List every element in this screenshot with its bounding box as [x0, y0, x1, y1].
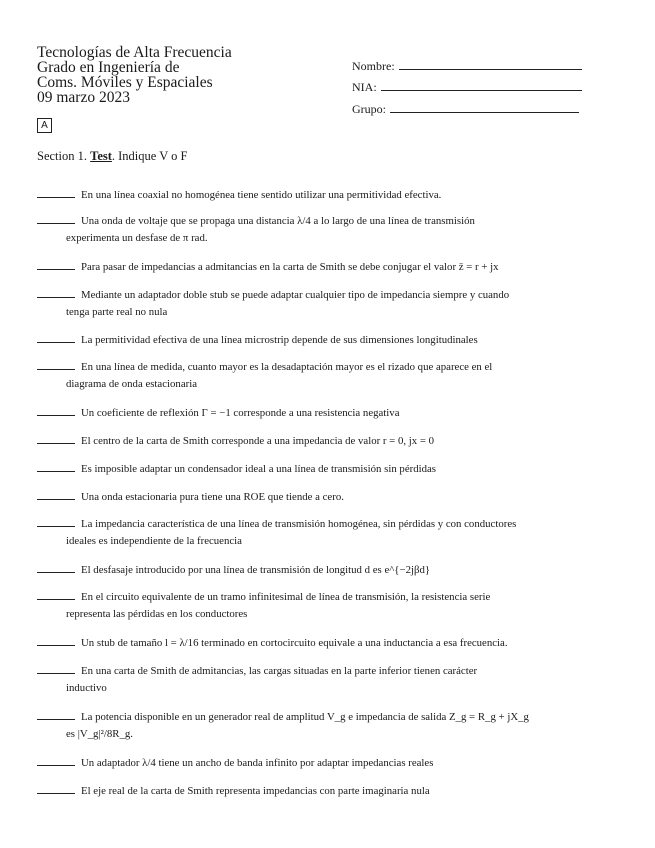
question-text: El centro de la carta de Smith corresponde a una impedancia de valor r = 0, jx = 0	[81, 435, 435, 447]
question-text: El eje real de la carta de Smith representa impedancias con parte imaginaria nula	[81, 785, 430, 797]
name-field[interactable]	[352, 52, 582, 74]
question-item	[37, 635, 585, 652]
question-text-cont: es |V_g|²/8R_g.	[66, 728, 133, 740]
question-item	[37, 489, 585, 506]
question-item	[37, 213, 585, 247]
answer-blank[interactable]	[37, 471, 75, 472]
answer-blank[interactable]	[37, 673, 75, 674]
question-text-cont: experimenta un desfase de π rad.	[66, 232, 208, 244]
question-text: En una línea coaxial no homogénea tiene sentido utilizar una permitividad efectiva.	[81, 189, 442, 201]
question-text: En una línea de medida, cuanto mayor es la desadaptación mayor es el rizado que aparece en el	[81, 361, 493, 373]
group-line[interactable]	[390, 112, 579, 113]
question-item	[37, 589, 585, 623]
question-item	[37, 755, 585, 772]
question-text: Es imposible adaptar un condensador ideal a una línea de transmisión sin pérdidas	[81, 463, 437, 475]
answer-blank[interactable]	[37, 793, 75, 794]
section-heading	[37, 149, 187, 164]
section-instruction: . Indique V o F	[111, 149, 188, 163]
answer-blank[interactable]	[37, 526, 75, 527]
question-text-cont: ideales es independiente de la frecuencia	[66, 535, 242, 547]
question-item	[37, 359, 585, 393]
name-line[interactable]	[399, 69, 582, 70]
question-text: Un coeficiente de reflexión Γ = −1 corresponde a una resistencia negativa	[81, 407, 400, 419]
degree-line-1: Grado en Ingeniería de	[37, 59, 180, 76]
question-text-cont: inductivo	[66, 682, 107, 694]
name-label: Nombre:	[352, 58, 395, 73]
answer-blank[interactable]	[37, 443, 75, 444]
question-item	[37, 187, 585, 204]
question-text-cont: tenga parte real no nula	[66, 306, 168, 318]
answer-blank[interactable]	[37, 269, 75, 270]
question-item	[37, 709, 585, 743]
answer-blank[interactable]	[37, 223, 75, 224]
exam-date: 09 marzo 2023	[37, 89, 130, 106]
question-item	[37, 259, 585, 276]
answer-blank[interactable]	[37, 599, 75, 600]
question-text: Un adaptador λ/4 tiene un ancho de banda infinito por adaptar impedancias reales	[81, 757, 434, 769]
question-text: En el circuito equivalente de un tramo infinitesimal de línea de transmisión, la resistencia serie	[81, 591, 491, 603]
course-header	[37, 45, 232, 105]
answer-blank[interactable]	[37, 499, 75, 500]
exam-version-box: A	[37, 118, 52, 133]
question-text: Mediante un adaptador doble stub se puede adaptar cualquier tipo de impedancia siempre y cuando	[81, 289, 510, 301]
question-text-cont: representa las pérdidas en los conductores	[66, 608, 248, 620]
nia-field[interactable]	[352, 74, 582, 96]
answer-blank[interactable]	[37, 297, 75, 298]
question-item	[37, 562, 585, 579]
group-label: Grupo:	[352, 101, 386, 116]
question-item	[37, 783, 585, 800]
answer-blank[interactable]	[37, 765, 75, 766]
degree-line-2: Coms. Móviles y Espaciales	[37, 74, 213, 91]
question-text: En una carta de Smith de admitancias, las cargas situadas en la parte inferior tienen carácter	[81, 665, 478, 677]
question-text: La permitividad efectiva de una línea microstrip depende de sus dimensiones longitudinales	[81, 334, 478, 346]
answer-blank[interactable]	[37, 719, 75, 720]
question-item	[37, 287, 585, 321]
question-item	[37, 332, 585, 349]
section-prefix: Section 1.	[37, 149, 87, 163]
question-text: Para pasar de impedancias a admitancias en la carta de Smith se debe conjugar el valor z̄ = r + jx	[81, 261, 499, 273]
question-text: La potencia disponible en un generador real de amplitud V_g e impedancia de salida Z_g = R_g + jX_g	[81, 711, 529, 723]
question-text: La impedancia característica de una línea de transmisión homogénea, sin pérdidas y con conductores	[81, 518, 517, 530]
question-item	[37, 516, 585, 550]
answer-blank[interactable]	[37, 369, 75, 370]
answer-blank[interactable]	[37, 645, 75, 646]
question-text: El desfasaje introducido por una línea de transmisión de longitud d es e^{−2jβd}	[81, 564, 431, 576]
question-item	[37, 433, 585, 450]
question-text: Un stub de tamaño l = λ/16 terminado en cortocircuito equivale a una inductancia a esa frecuencia.	[81, 637, 508, 649]
student-fields	[352, 52, 582, 117]
answer-blank[interactable]	[37, 572, 75, 573]
nia-label: NIA:	[352, 80, 377, 94]
question-text-cont: diagrama de onda estacionaria	[66, 378, 197, 390]
section-title: Test	[90, 149, 112, 163]
question-item	[37, 663, 585, 697]
answer-blank[interactable]	[37, 415, 75, 416]
answer-blank[interactable]	[37, 342, 75, 343]
group-field[interactable]	[352, 95, 582, 117]
question-text: Una onda estacionaria pura tiene una ROE que tiende a cero.	[81, 491, 344, 503]
question-text: Una onda de voltaje que se propaga una distancia λ/4 a lo largo de una línea de transmisión	[81, 215, 475, 227]
question-item	[37, 405, 585, 422]
course-title: Tecnologías de Alta Frecuencia	[37, 44, 232, 61]
nia-line[interactable]	[381, 90, 582, 91]
question-item	[37, 461, 585, 478]
answer-blank[interactable]	[37, 197, 75, 198]
